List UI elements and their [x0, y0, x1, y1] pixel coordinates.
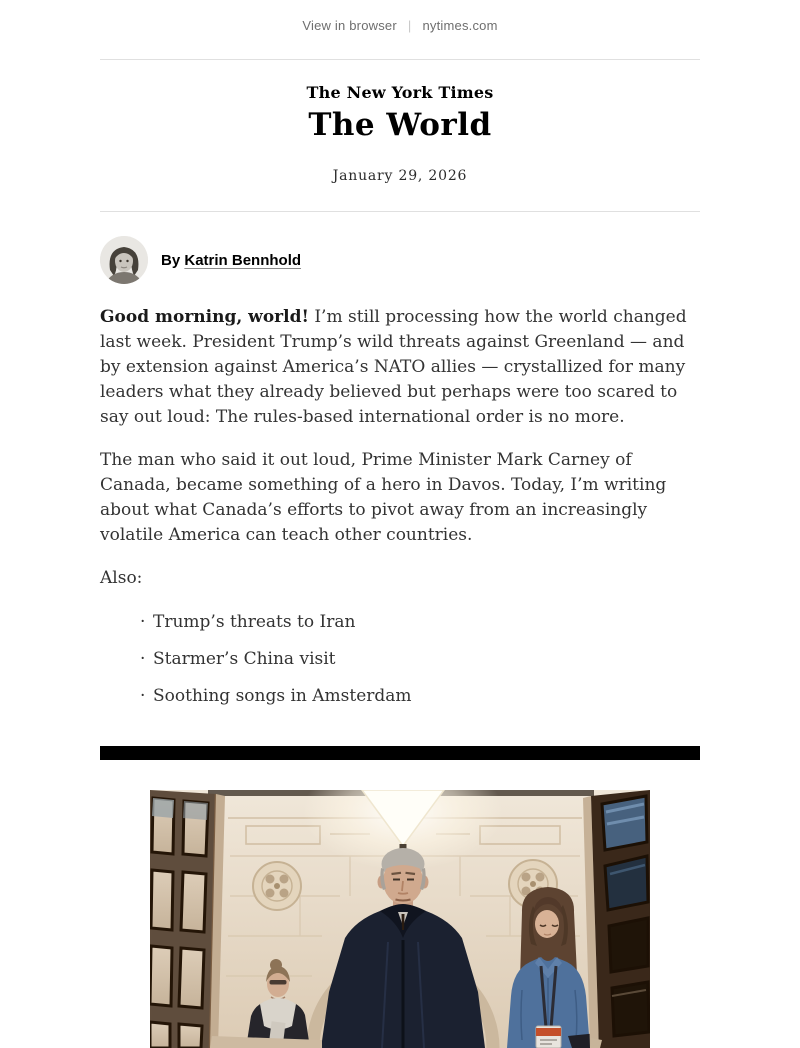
article-body	[100, 305, 700, 709]
paragraph-intro	[100, 305, 700, 430]
bullet-text: Trump’s threats to Iran	[153, 612, 356, 632]
section-divider-bar	[100, 746, 700, 760]
photo-rosette-left	[253, 862, 301, 910]
photo-lanyard-badge	[536, 1026, 561, 1048]
bullet-dot: ·	[140, 612, 146, 632]
byline-text	[161, 252, 301, 269]
photo-left-door	[150, 790, 225, 1048]
email-utility-bar	[100, 0, 700, 33]
author-avatar	[100, 236, 148, 284]
masthead	[100, 60, 700, 184]
byline-section	[100, 236, 700, 284]
masthead-divider	[100, 211, 700, 212]
paragraph-intro-text: I’m still processing how the world changed last week. President Trump’s wild threats against Greenland — and by extension against America’s NATO allies — crystallized for many leaders what they already believed but perhaps were too scared to say out loud: The rules-based international order is no more.	[100, 307, 687, 427]
topics-list	[100, 610, 700, 709]
list-item	[140, 610, 700, 635]
paragraph-lead-in: Good morning, world!	[100, 307, 309, 327]
list-item	[140, 684, 700, 709]
newsletter-title: The World	[308, 107, 492, 143]
link-separator: |	[407, 18, 412, 33]
view-in-browser-link[interactable]: View in browser	[302, 18, 397, 33]
article-photo[interactable]	[150, 790, 650, 1048]
author-link[interactable]: Katrin Bennhold	[184, 251, 302, 269]
nyt-logo[interactable]: The New York Times	[306, 83, 494, 102]
bullet-dot: ·	[140, 649, 146, 669]
list-item	[140, 647, 700, 672]
bullet-text: Starmer’s China visit	[153, 649, 336, 669]
photo-right-door	[583, 790, 650, 1048]
nytimes-link[interactable]: nytimes.com	[422, 18, 498, 33]
newsletter-email	[100, 0, 700, 1048]
newsletter-date: January 29, 2026	[332, 168, 468, 184]
bullet-dot: ·	[140, 686, 146, 706]
also-label: Also:	[100, 568, 143, 588]
paragraph-carney: The man who said it out loud, Prime Minister Mark Carney of Canada, became something of a hero in Davos. Today, I’m writing about what Canada’s efforts to pivot away from an increasingly volatile America can teach other countries.	[100, 450, 667, 545]
bullet-text: Soothing songs in Amsterdam	[153, 686, 412, 706]
byline-prefix: By	[161, 251, 181, 269]
